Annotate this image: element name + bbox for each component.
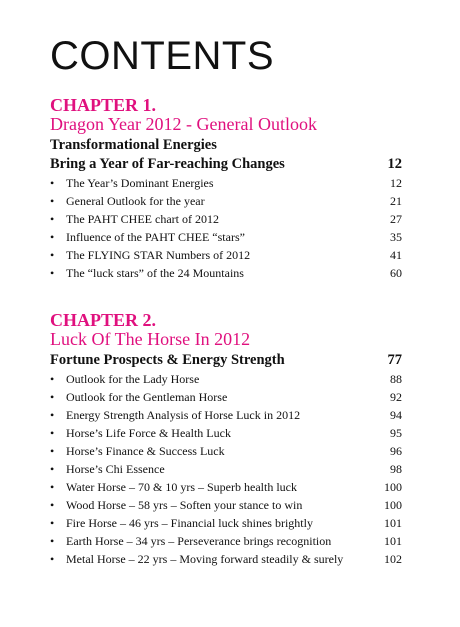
toc-entry-page: 41 — [390, 248, 402, 262]
toc-entry-title — [50, 210, 219, 228]
toc-entry[interactable] — [50, 174, 402, 192]
chapter-2-title[interactable]: Luck Of The Horse In 2012 — [50, 329, 251, 349]
toc-entry-title — [50, 406, 300, 424]
bullet-icon: • — [50, 266, 55, 280]
chapter-2-label: CHAPTER 2. — [50, 310, 157, 330]
toc-entry-title — [50, 460, 165, 478]
toc-entry-title — [50, 246, 250, 264]
bullet-icon: • — [50, 498, 55, 512]
chapter-1-heading-line1 — [50, 136, 402, 155]
bullet-icon: • — [50, 248, 55, 262]
toc-entry-title — [50, 496, 302, 514]
toc-entry-text: Metal Horse – 22 yrs – Moving forward steadily & surely — [66, 552, 344, 566]
toc-entry-title — [50, 550, 343, 568]
toc-entry-text: Energy Strength Analysis of Horse Luck in 2012 — [66, 408, 301, 422]
toc-entry-page: 102 — [384, 552, 402, 566]
toc-entry-text: Outlook for the Lady Horse — [66, 372, 200, 386]
toc-entry-title — [50, 370, 199, 388]
toc-entry-text: The Year’s Dominant Energies — [66, 176, 214, 190]
bullet-icon: • — [50, 230, 55, 244]
chapter-1-title[interactable]: Dragon Year 2012 - General Outlook — [50, 114, 317, 134]
bullet-icon: • — [50, 552, 55, 566]
toc-entry-title — [50, 388, 227, 406]
toc-entry-title — [50, 174, 214, 192]
toc-entry[interactable] — [50, 460, 402, 478]
toc-entry[interactable] — [50, 228, 402, 246]
toc-entry-page: 21 — [390, 194, 402, 208]
toc-entry-title — [50, 478, 297, 496]
toc-entry[interactable] — [50, 210, 402, 228]
toc-entry-page: 101 — [384, 534, 402, 548]
bullet-icon: • — [50, 516, 55, 530]
chapter-1-item-list — [50, 174, 402, 282]
toc-entry[interactable] — [50, 406, 402, 424]
toc-entry-title — [50, 514, 313, 532]
toc-entry-title — [50, 424, 231, 442]
bullet-icon: • — [50, 480, 55, 494]
toc-entry[interactable] — [50, 478, 402, 496]
bullet-icon: • — [50, 194, 55, 208]
bullet-icon: • — [50, 444, 55, 458]
toc-entry-page: 101 — [384, 516, 402, 530]
toc-entry[interactable] — [50, 514, 402, 532]
chapter-1-label: CHAPTER 1. — [50, 95, 157, 115]
toc-entry-title — [50, 532, 331, 550]
bullet-icon: • — [50, 408, 55, 422]
toc-entry-page: 35 — [390, 230, 402, 244]
toc-entry-text: Influence of the PAHT CHEE “stars” — [66, 230, 245, 244]
toc-entry-page: 27 — [390, 212, 402, 226]
chapter-1-heading-line2[interactable] — [50, 155, 402, 174]
toc-entry-page: 96 — [390, 444, 402, 458]
toc-entry-title — [50, 442, 225, 460]
chapter-2-heading-page: 77 — [387, 352, 402, 368]
toc-entry[interactable] — [50, 442, 402, 460]
toc-entry-text: General Outlook for the year — [66, 194, 205, 208]
bullet-icon: • — [50, 372, 55, 386]
toc-entry-text: Wood Horse – 58 yrs – Soften your stance to win — [66, 498, 303, 512]
toc-entry-text: Water Horse – 70 & 10 yrs – Superb health luck — [66, 480, 297, 494]
chapter-2-section — [50, 311, 402, 568]
toc-entry[interactable] — [50, 532, 402, 550]
toc-entry-page: 94 — [390, 408, 402, 422]
toc-entry[interactable] — [50, 388, 402, 406]
chapter-2-heading[interactable] — [50, 351, 402, 370]
chapter-1-section — [50, 96, 402, 282]
chapter-2-item-list — [50, 370, 402, 568]
toc-entry-text: Fire Horse – 46 yrs – Financial luck shines brightly — [66, 516, 313, 530]
bullet-icon: • — [50, 426, 55, 440]
toc-entry[interactable] — [50, 246, 402, 264]
toc-entry-text: Horse’s Finance & Success Luck — [66, 444, 225, 458]
toc-entry-text: Horse’s Chi Essence — [66, 462, 165, 476]
bullet-icon: • — [50, 212, 55, 226]
toc-entry-text: Horse’s Life Force & Health Luck — [66, 426, 231, 440]
toc-entry-title — [50, 192, 205, 210]
toc-entry[interactable] — [50, 370, 402, 388]
toc-entry-page: 60 — [390, 266, 402, 280]
toc-entry-title — [50, 228, 245, 246]
bullet-icon: • — [50, 390, 55, 404]
chapter-2-heading-text: Fortune Prospects & Energy Strength — [50, 352, 285, 368]
toc-entry-text: The “luck stars” of the 24 Mountains — [66, 266, 244, 280]
toc-entry-text: Outlook for the Gentleman Horse — [66, 390, 228, 404]
toc-entry-text: The FLYING STAR Numbers of 2012 — [66, 248, 251, 262]
toc-entry-text: The PAHT CHEE chart of 2012 — [66, 212, 219, 226]
toc-entry-title — [50, 264, 244, 282]
bullet-icon: • — [50, 534, 55, 548]
page-title: CONTENTS — [50, 34, 274, 78]
toc-entry[interactable] — [50, 496, 402, 514]
chapter-1-heading-text2: Bring a Year of Far-reaching Changes — [50, 156, 285, 172]
bullet-icon: • — [50, 176, 55, 190]
toc-entry[interactable] — [50, 550, 402, 568]
chapter-1-heading-text1: Transformational Energies — [50, 137, 217, 153]
chapter-1-heading-page: 12 — [387, 156, 402, 172]
toc-entry-page: 95 — [390, 426, 402, 440]
toc-entry-text: Earth Horse – 34 yrs – Perseverance brings recognition — [66, 534, 332, 548]
toc-entry[interactable] — [50, 264, 402, 282]
toc-entry-page: 100 — [384, 480, 402, 494]
toc-entry[interactable] — [50, 192, 402, 210]
toc-entry-page: 88 — [390, 372, 402, 386]
toc-entry-page: 100 — [384, 498, 402, 512]
toc-entry-page: 92 — [390, 390, 402, 404]
toc-entry[interactable] — [50, 424, 402, 442]
toc-entry-page: 98 — [390, 462, 402, 476]
bullet-icon: • — [50, 462, 55, 476]
toc-entry-page: 12 — [390, 176, 402, 190]
